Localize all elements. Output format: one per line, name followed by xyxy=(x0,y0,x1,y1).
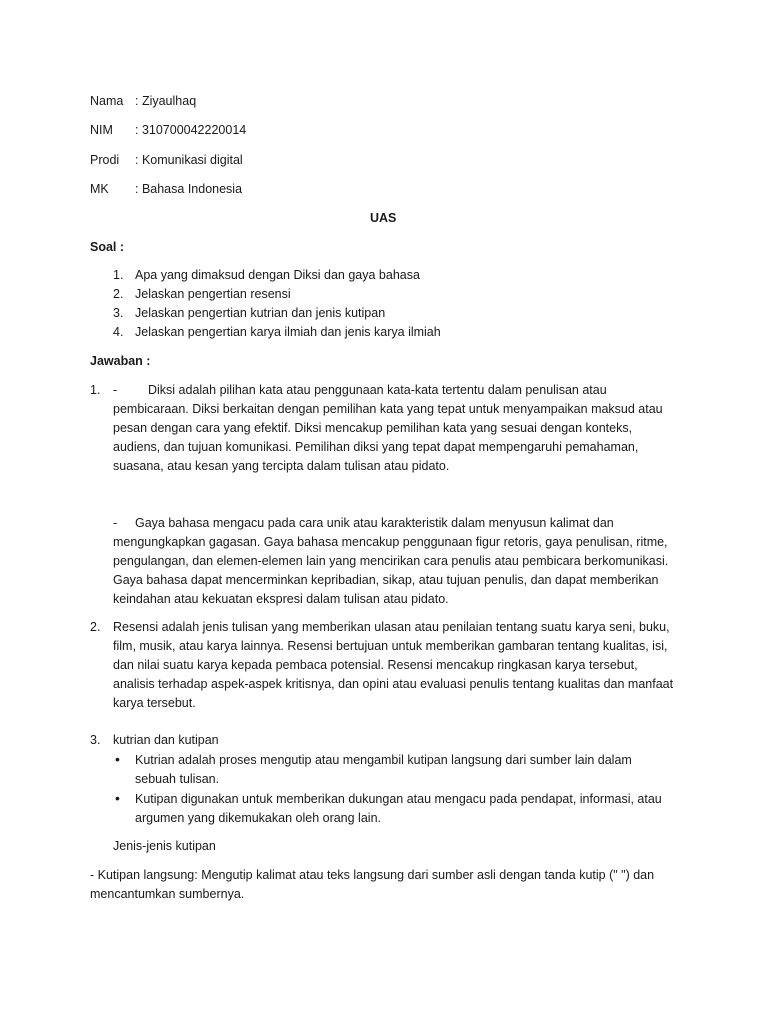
answer-1-gaya-line: mengungkapkan gagasan. Gaya bahasa mencakup penggunaan figur retoris, gaya penulisan, ritme, xyxy=(113,535,668,549)
answer-1-dash-1: - xyxy=(113,383,118,397)
soal-item-1: Apa yang dimaksud dengan Diksi dan gaya bahasa xyxy=(135,268,420,282)
kutipan-langsung-line: mencantumkan sumbernya. xyxy=(90,887,245,901)
answer-1-gaya-line: Gaya bahasa dapat mencerminkan kepribadian, sikap, atau tujuan penulis, dan dapat memberikan xyxy=(113,573,659,587)
answer-1-gaya-line: pengulangan, dan elemen-elemen lain yang mencirikan cara penulis atau pembicara berkomunikasi. xyxy=(113,554,669,568)
soal-item-2: Jelaskan pengertian resensi xyxy=(135,287,291,301)
value-mk: : Bahasa Indonesia xyxy=(135,182,243,196)
soal-num-2: 2. xyxy=(113,287,124,301)
bullet-icon: • xyxy=(115,751,120,767)
answer-3-heading: kutrian dan kutipan xyxy=(113,733,219,747)
answer-num-2: 2. xyxy=(90,620,101,634)
answer-1-dash-2: - xyxy=(113,516,118,530)
answer-1-diksi-line: pembicaraan. Diksi berkaitan dengan pemilihan kata yang tepat untuk menyampaikan maksud atau xyxy=(113,402,663,416)
bullet-icon: • xyxy=(115,790,120,806)
answer-1-diksi-line: audiens, dan tujuan komunikasi. Pemilihan diksi yang tepat dapat mempengaruhi pemahaman, xyxy=(113,440,639,454)
value-nim: : 310700042220014 xyxy=(135,123,247,137)
soal-num-4: 4. xyxy=(113,325,124,339)
answer-1-diksi-line: suasana, atau kesan yang tercipta dalam tulisan atau pidato. xyxy=(113,459,450,473)
soal-heading: Soal : xyxy=(90,240,125,254)
soal-num-1: 1. xyxy=(113,268,124,282)
answer-3-bullet-2 xyxy=(135,790,662,828)
jenis-kutipan-heading: Jenis-jenis kutipan xyxy=(113,839,216,853)
answer-2-line: karya tersebut. xyxy=(113,696,196,710)
page-title: UAS xyxy=(370,211,397,225)
soal-item-3: Jelaskan pengertian kutrian dan jenis kutipan xyxy=(135,306,386,320)
value-prodi: : Komunikasi digital xyxy=(135,153,243,167)
label-nim: NIM xyxy=(90,123,113,137)
soal-num-3: 3. xyxy=(113,306,124,320)
answer-3-bullet-2-line: Kutipan digunakan untuk memberikan dukungan atau mengacu pada pendapat, informasi, atau xyxy=(135,792,662,806)
answer-1-diksi-paragraph xyxy=(113,381,663,476)
answer-2-line: analisis terhadap aspek-aspek kritisnya, dan opini atau evaluasi penulis tentang kualitas dan manfaat xyxy=(113,677,674,691)
answer-3-bullet-2-line: argumen yang dikemukakan oleh orang lain. xyxy=(135,811,381,825)
label-prodi: Prodi xyxy=(90,153,120,167)
label-mk: MK xyxy=(90,182,109,196)
answer-1-gaya-bahasa-paragraph xyxy=(113,514,668,609)
answer-1-gaya-line: keindahan atau kekuatan ekspresi dalam tulisan atau pidato. xyxy=(113,592,449,606)
label-nama: Nama xyxy=(90,94,124,108)
answer-3-bullet-1-line: sebuah tulisan. xyxy=(135,772,220,786)
answer-2-line: Resensi adalah jenis tulisan yang memberikan ulasan atau penilaian tentang suatu karya seni, buku, xyxy=(113,620,670,634)
jawaban-heading: Jawaban : xyxy=(90,354,151,368)
answer-1-diksi-line: Diksi adalah pilihan kata atau penggunaan kata-kata tertentu dalam penulisan atau xyxy=(148,383,607,397)
answer-2-line: film, musik, atau karya lainnya. Resensi bertujuan untuk memberikan gambaran tentang kualitas, isi, xyxy=(113,639,668,653)
answer-2-line: dan nilai suatu karya kepada pembaca potensial. Resensi mencakup ringkasan karya tersebut, xyxy=(113,658,638,672)
value-nama: : Ziyaulhaq xyxy=(135,94,197,108)
answer-2-resensi-paragraph xyxy=(113,618,673,713)
answer-1-diksi-line: pesan dengan cara yang efektif. Diksi mencakup pemilihan kata yang sesuai dengan konteks, xyxy=(113,421,633,435)
answer-3-bullet-1-line: Kutrian adalah proses mengutip atau mengambil kutipan langsung dari sumber lain dalam xyxy=(135,753,632,767)
answer-3-bullet-1 xyxy=(135,751,632,789)
kutipan-langsung-paragraph xyxy=(90,866,654,904)
answer-1-gaya-line: Gaya bahasa mengacu pada cara unik atau karakteristik dalam menyusun kalimat dan xyxy=(135,516,614,530)
answer-num-1: 1. xyxy=(90,383,101,397)
answer-num-3: 3. xyxy=(90,733,101,747)
soal-item-4: Jelaskan pengertian karya ilmiah dan jenis karya ilmiah xyxy=(135,325,441,339)
kutipan-langsung-line: - Kutipan langsung: Mengutip kalimat atau teks langsung dari sumber asli dengan tanda kutip (" ") dan xyxy=(90,868,655,882)
